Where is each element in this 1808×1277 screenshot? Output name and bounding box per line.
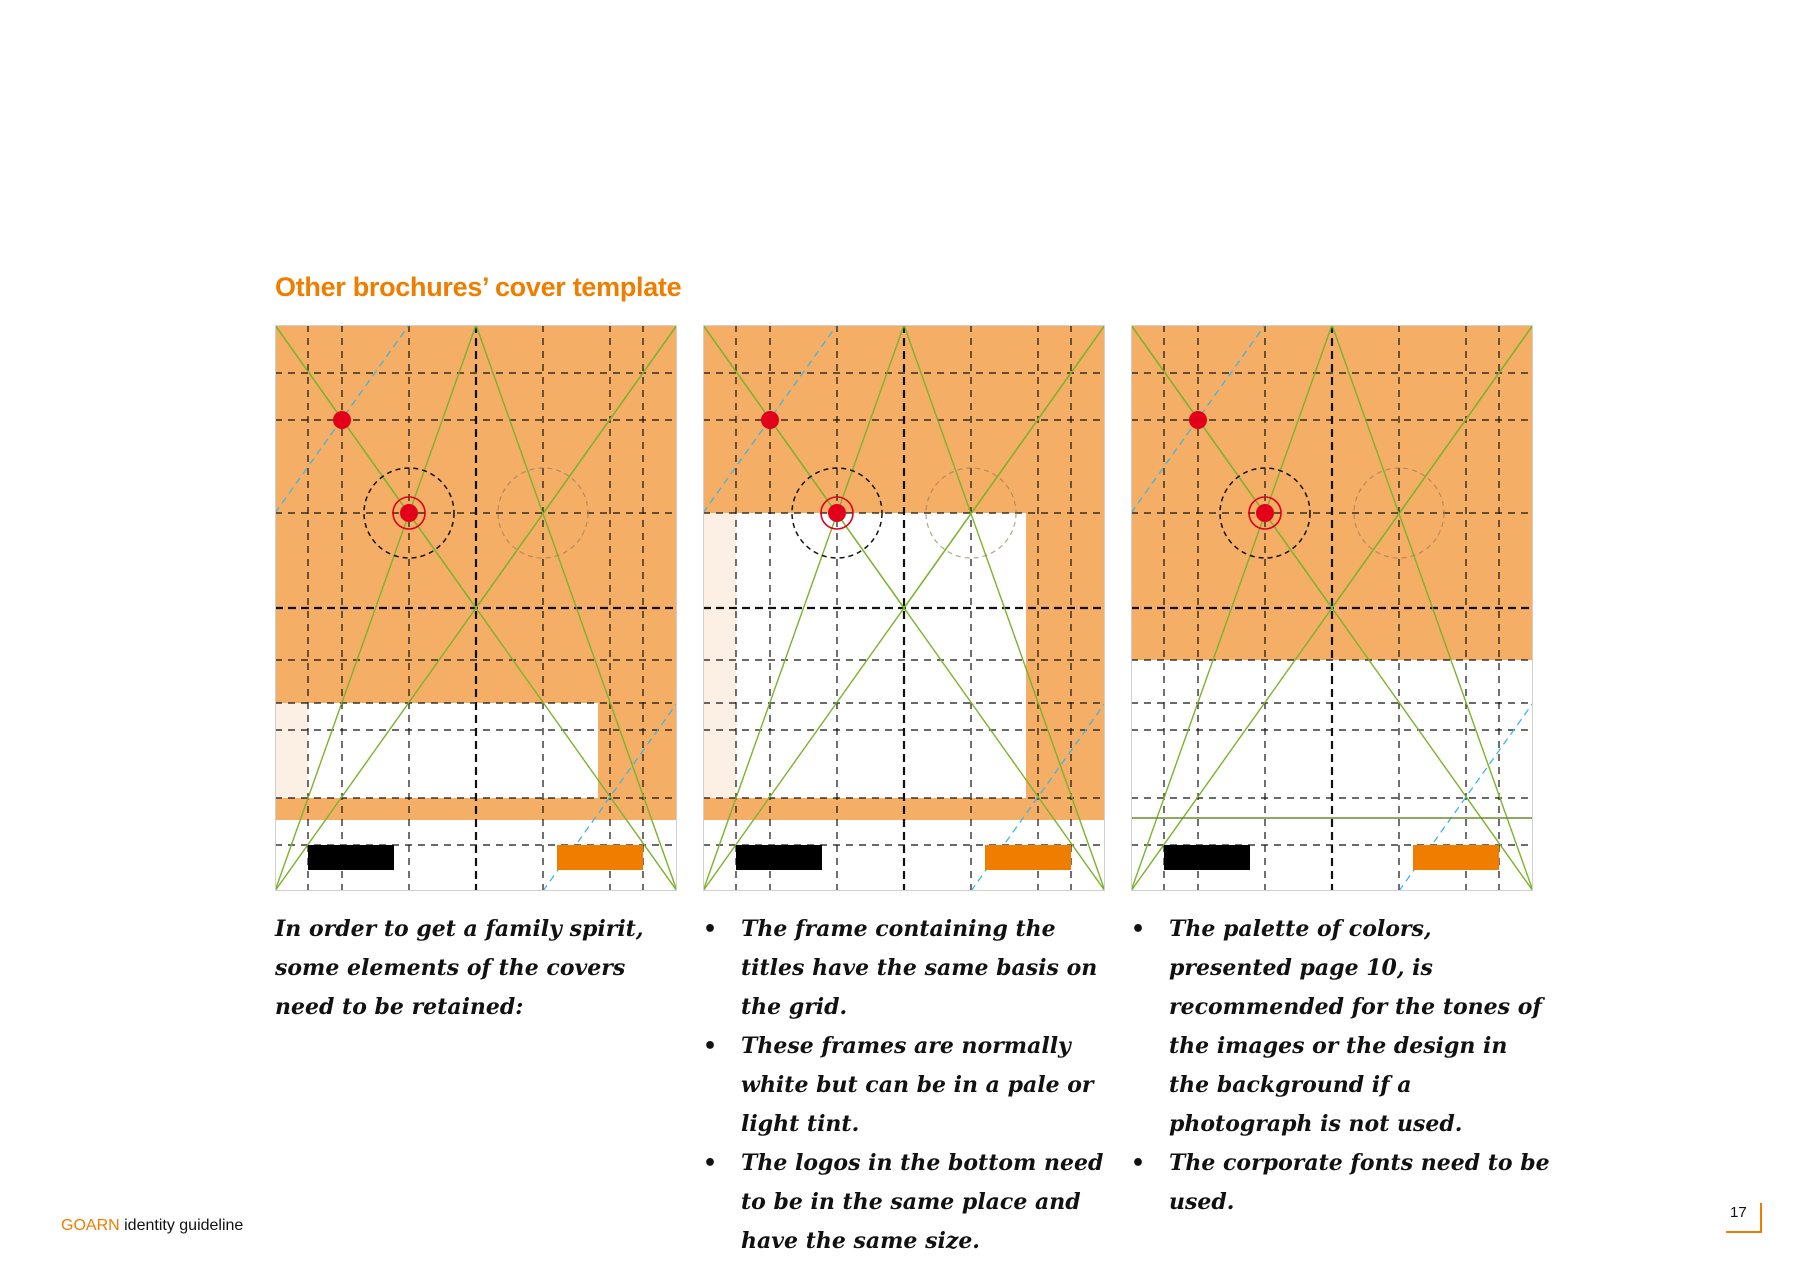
orange-background [1131, 325, 1533, 660]
logo-placeholder-orange [557, 845, 643, 870]
logo-placeholder-orange [1413, 845, 1499, 870]
caption-2 [703, 910, 1123, 1261]
list-item: • The logos in the bottom need to be in the same place and have the same size. [703, 1144, 1123, 1261]
logo-placeholder-black [736, 845, 822, 870]
page-number: 17 [1726, 1203, 1762, 1233]
logo-placeholder-black [1164, 845, 1250, 870]
cover-template-3 [1131, 325, 1533, 891]
logo-placeholder-black [308, 845, 394, 870]
cover-grid-diagram-1 [275, 325, 677, 891]
logo-placeholder-orange [985, 845, 1071, 870]
cover-grid-diagram-3 [1131, 325, 1533, 891]
cover-template-1 [275, 325, 677, 891]
caption-list [1131, 910, 1551, 1222]
title-frame [736, 513, 1026, 798]
caption-list [703, 910, 1123, 1261]
cover-template-2 [703, 325, 1105, 891]
footer-brand: GOARN [61, 1217, 120, 1234]
footer-text: identity guideline [124, 1217, 244, 1234]
caption-3 [1131, 910, 1551, 1222]
footer [61, 1217, 243, 1235]
caption-1 [275, 910, 675, 1027]
cover-grid-diagram-2 [703, 325, 1105, 891]
caption-paragraph: In order to get a family spirit, some elements of the covers need to be retained: [275, 916, 644, 1020]
list-item: • These frames are normally white but can be in a pale or light tint. [703, 1027, 1123, 1144]
pale-tint-strip [703, 513, 736, 798]
section-title: Other brochures’ cover template [275, 272, 682, 302]
list-item: • The frame containing the titles have the same basis on the grid. [703, 910, 1123, 1027]
list-item: • The palette of colors, presented page 10, is recommended for the tones of the images or the design in the background if a photograph is not used. [1131, 910, 1551, 1144]
list-item: • The corporate fonts need to be used. [1131, 1144, 1551, 1222]
pale-tint-strip [275, 703, 308, 798]
